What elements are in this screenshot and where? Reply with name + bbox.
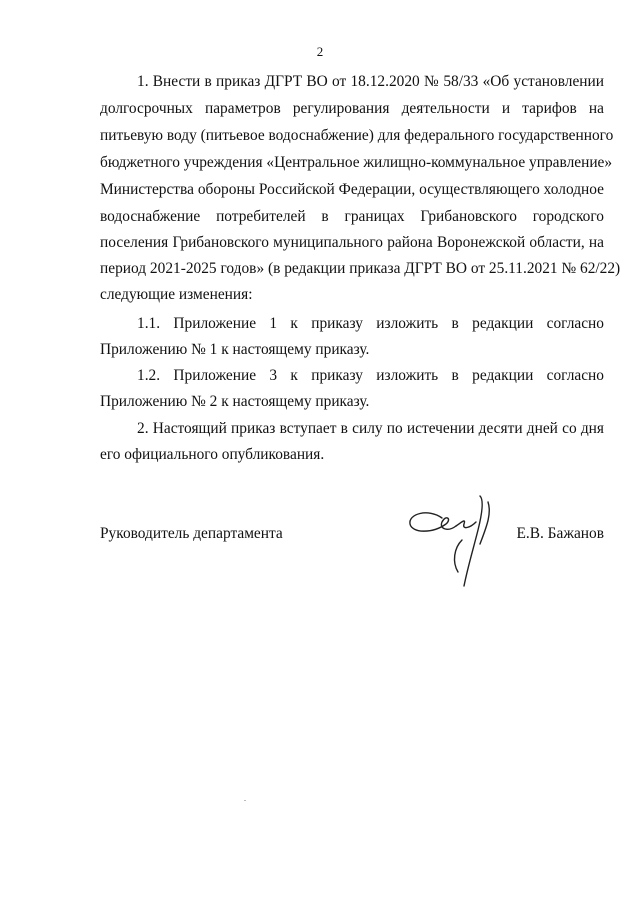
text-line: Министерства обороны Российской Федерации, осуществляющего холодное [100,181,604,198]
text-line: Приложению № 2 к настоящему приказу. [100,393,370,410]
text-line: долгосрочных параметров регулирования деятельности и тарифов на [100,100,604,117]
text-line: бюджетного учреждения «Центральное жилищно-коммунальное управление» [100,154,613,171]
text-line: 1.1. Приложение 1 к приказу изложить в редакции согласно [137,315,604,332]
position-title: Руководитель департамента [100,525,283,542]
text-line: 2. Настоящий приказ вступает в силу по истечении десяти дней со дня [137,420,604,437]
text-line: водоснабжение потребителей в границах Грибановского городского [100,208,604,225]
text-line: следующие изменения: [100,286,253,303]
text-line: поселения Грибановского муниципального района Воронежской области, на [100,234,604,251]
text-line: питьевую воду (питьевое водоснабжение) для федерального государственного [100,127,614,144]
text-line: Приложению № 1 к настоящему приказу. [100,341,370,358]
text-line: его официального опубликования. [100,446,325,463]
text-line: 1. Внести в приказ ДГРТ ВО от 18.12.2020 № 58/33 «Об установлении [137,73,604,90]
text-line: 1.2. Приложение 3 к приказу изложить в редакции согласно [137,367,604,384]
scan-speck [244,800,246,801]
handwritten-signature [402,488,512,603]
signer-name: Е.В. Бажанов [516,525,604,542]
page-number: 2 [316,44,324,59]
text-line: период 2021-2025 годов» (в редакции приказа ДГРТ ВО от 25.11.2021 № 62/22) [100,260,621,277]
